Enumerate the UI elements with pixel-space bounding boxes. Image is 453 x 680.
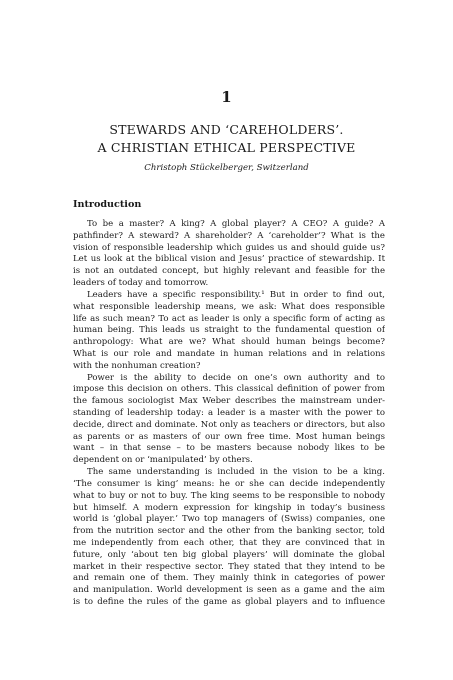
- text-line: is to define the rules of the game as global players and to influence: [73, 597, 385, 607]
- text-line: anthropology: What are we? What should human beings become?: [73, 337, 385, 348]
- text-line: but himself. A modern expression for kingship in today’s business: [73, 502, 385, 513]
- text-line: want – in that sense – to be masters because nobody likes to be: [73, 443, 385, 454]
- text-line: from the nutrition sector and the other from the banking sector, told: [73, 526, 385, 537]
- text-line: what responsible leadership means, we ask: What does responsible: [73, 301, 385, 312]
- text-line: is not an outdated concept, but highly relevant and feasible for the: [73, 266, 385, 277]
- text-line: leaders of today and tomorrow.: [73, 278, 209, 289]
- text-line: decide, direct and dominate. Not only as teachers or directors, but also: [73, 419, 385, 430]
- text-line: market in their respective sector. They stated that they intend to be: [73, 561, 385, 572]
- text-line: human being. This leads us straight to the fundamental question of: [73, 325, 385, 336]
- chapter-title: [0, 121, 453, 157]
- text-line: the famous sociologist Max Weber describes the mainstream under-: [73, 396, 385, 407]
- text-line: me independently from each other, that they are convinced that in: [73, 537, 385, 548]
- text-line: with the nonhuman creation?: [73, 360, 201, 371]
- text-line: To be a master? A king? A global player? A CEO? A guide? A: [87, 219, 385, 229]
- text-line: pathfinder? A steward? A shareholder? A ‘careholder’? What is the: [73, 230, 385, 241]
- chapter-title-line: STEWARDS AND ‘CAREHOLDERS’.: [109, 122, 344, 137]
- text-line: world is ‘global player.’ Two top managers of (Swiss) companies, one: [73, 514, 385, 525]
- section-heading: Introduction: [73, 199, 142, 210]
- text-line: impose this decision on others. This classical definition of power from: [73, 384, 385, 395]
- text-line: ‘The consumer is king’ means: he or she can decide independently: [73, 478, 385, 489]
- chapter-number: 1: [221, 88, 232, 106]
- text-line: Let us look at the biblical vision and Jesus’ practice of stewardship. It: [73, 254, 385, 265]
- text-line: as parents or as masters of our own free time. Most human beings: [73, 431, 385, 442]
- text-line: vision of responsible leadership which guides us and should guide us?: [73, 242, 385, 253]
- text-line: and manipulation. World development is seen as a game and the aim: [73, 585, 385, 596]
- body-text: [73, 219, 385, 609]
- text-line: Power is the ability to decide on one’s own authority and to: [87, 372, 385, 383]
- chapter-author: Christoph Stückelberger, Switzerland: [144, 163, 309, 173]
- text-line: What is our role and mandate in human relations and in relations: [73, 348, 385, 359]
- text-line: life as such mean? To act as leader is only a specific form of acting as: [73, 313, 385, 324]
- text-line: Leaders have a specific responsibility.¹ But in order to find out,: [87, 289, 385, 300]
- text-line: standing of leadership today: a leader is a master with the power to: [73, 408, 385, 418]
- text-line: The same understanding is included in the vision to be a king.: [87, 467, 385, 478]
- text-line: dependent on or ‘manipulated’ by others.: [73, 455, 253, 466]
- text-line: and remain one of them. They mainly think in categories of power: [73, 573, 385, 584]
- chapter-title-line: A CHRISTIAN ETHICAL PERSPECTIVE: [97, 140, 356, 155]
- text-line: what to buy or not to buy. The king seems to be responsible to nobody: [73, 490, 385, 501]
- text-line: future, only ‘about ten big global players’ will dominate the global: [73, 549, 385, 560]
